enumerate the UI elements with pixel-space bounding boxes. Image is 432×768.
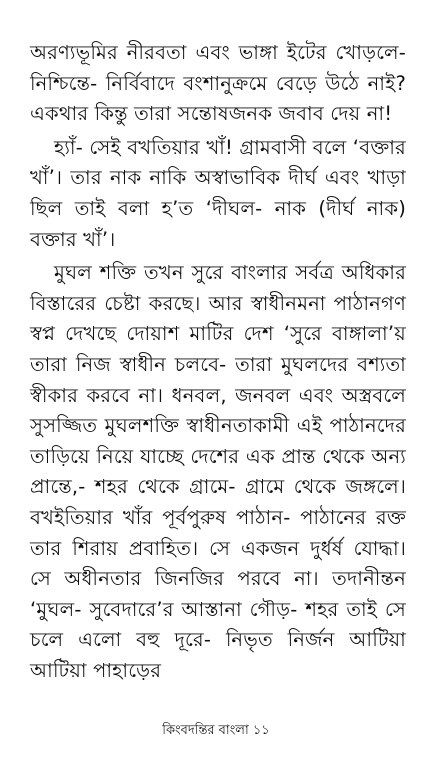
paragraph-2: হ্যাঁ- সেই বখতিয়ার খাঁ! গ্রামবাসী বলে ‘বক্তার খাঁ’। তার নাক নাকি অস্বাভাবিক দীর্ঘ এবং খাড়া ছিল তাই বলা হ’ত ‘দীঘল- নাক (দীর্ঘ নাক) বক্তার খাঁ’। — [30, 135, 406, 251]
paragraph-3: মুঘল শক্তি তখন সুরে বাংলার সর্বত্র অধিকার বিস্তারের চেষ্টা করছে। আর স্বাধীনমনা পাঠানগণ স্বপ্ন দেখছে দোয়াশ মাটির দেশ ‘সুরে বাঙ্গালা’য় তারা নিজ স্বাধীন চলবে- তারা মুঘলদের বশ্যতা স্বীকার করবে না। ধনবল, জনবল এবং অস্ত্রবলে সুসজ্জিত মুঘলশক্তি স্বাধীনতাকামী এই পাঠানদের তাড়িয়ে নিয়ে যাচ্ছে দেশের এক প্রান্ত থেকে অন্য প্রান্তে,- শহর থেকে গ্রামে- গ্রামে থেকে জঙ্গলে। বখইতিয়ার খাঁর পূর্বপুরুষ পাঠান- পাঠানের রক্ত তার শিরায় প্রবাহিত। সে একজন দুর্ধর্ষ যোদ্ধা। সে অধীনতার জিনজির পরবে না। তদানীন্তন ‘মুঘল- সুবেদারে’র আস্তানা গৌড়- শহর তাই সে চলে এলো বহু দূরে- নিভৃত নির্জন আটিয়া আটিয়া পাহাড়ের — [30, 261, 406, 682]
paragraph-1: অরণ্যভূমির নীরবতা এবং ভাঙ্গা ইটের খোড়লে- নিশ্চিন্তে- নির্বিবাদে বংশানুক্রমে বেড়ে উঠে নাই? একথার কিন্তু তারা সন্তোষজনক জবাব দেয় না! — [30, 41, 406, 126]
page-footer: কিংবদন্তির বাংলা ১১ — [162, 723, 270, 738]
